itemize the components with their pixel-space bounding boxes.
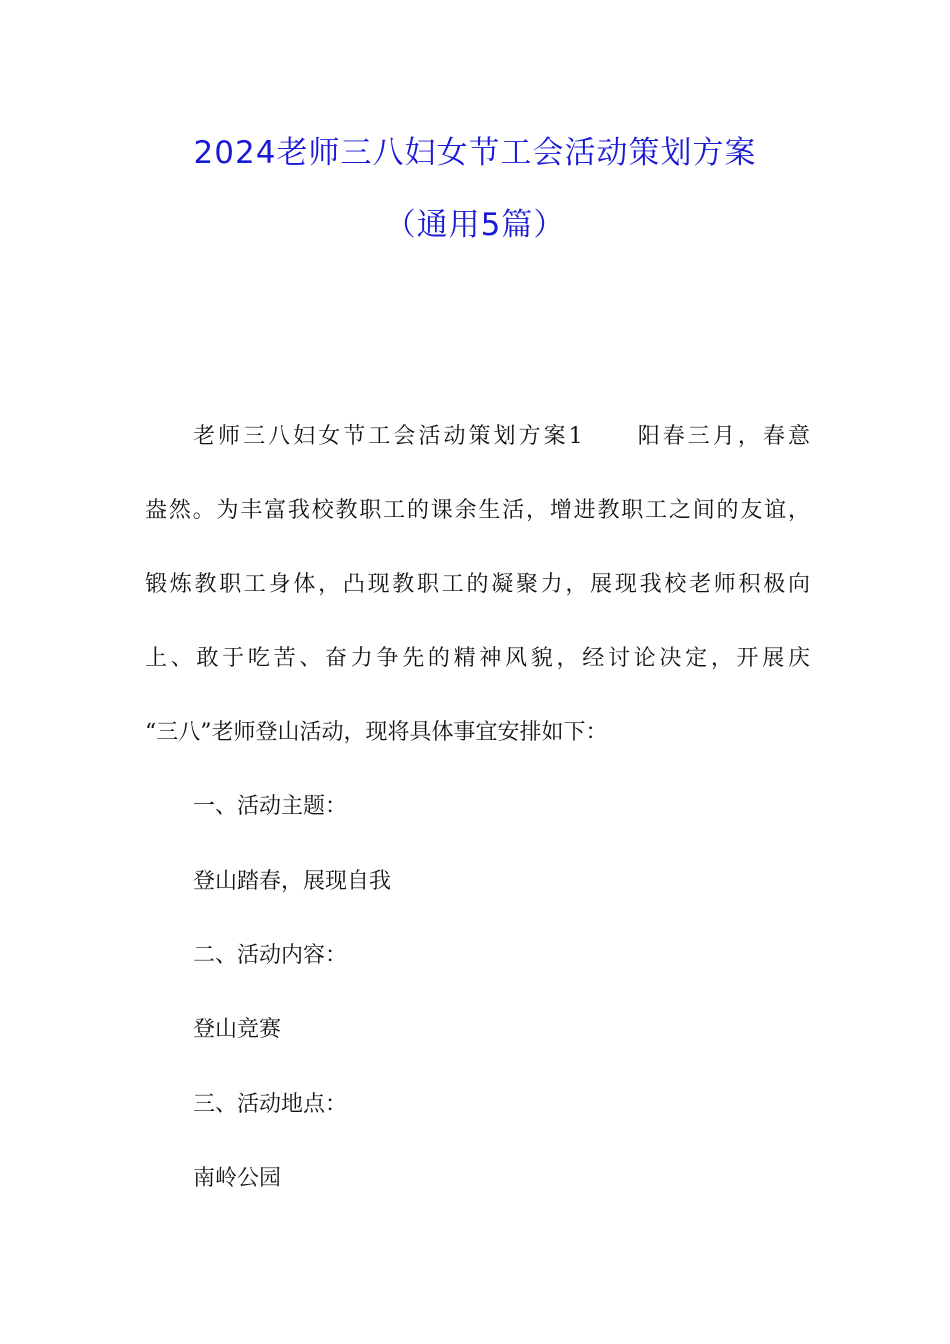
paragraph-line: “三八”老师登山活动，现将具体事宜安排如下： xyxy=(145,720,608,745)
paragraph-text: 阳春三月，春意 xyxy=(634,424,810,449)
plan-heading: 老师三八妇女节工会活动策划方案1 xyxy=(193,424,583,449)
paragraph-line: 盎然。为丰富我校教职工的课余生活，增进教职工之间的友谊， xyxy=(145,498,810,523)
section-content-theme: 登山踏春，展现自我 xyxy=(193,869,392,894)
section-heading-content: 二、活动内容： xyxy=(193,943,348,968)
paragraph-line: 锻炼教职工身体，凸现教职工的凝聚力，展现我校老师积极向 xyxy=(145,572,810,597)
paragraph-line: 上、敢于吃苦、奋力争先的精神风貌，经讨论决定，开展庆 xyxy=(145,646,810,671)
section-content-location: 南岭公园 xyxy=(193,1166,282,1191)
paragraph-first-line xyxy=(193,421,810,453)
section-heading-location: 三、活动地点： xyxy=(193,1092,348,1117)
document-title: 2024老师三八妇女节工会活动策划方案 xyxy=(193,135,757,171)
document-subtitle: （通用5篇） xyxy=(384,207,566,243)
section-heading-theme: 一、活动主题： xyxy=(193,794,348,819)
section-content-content: 登山竞赛 xyxy=(193,1017,282,1042)
